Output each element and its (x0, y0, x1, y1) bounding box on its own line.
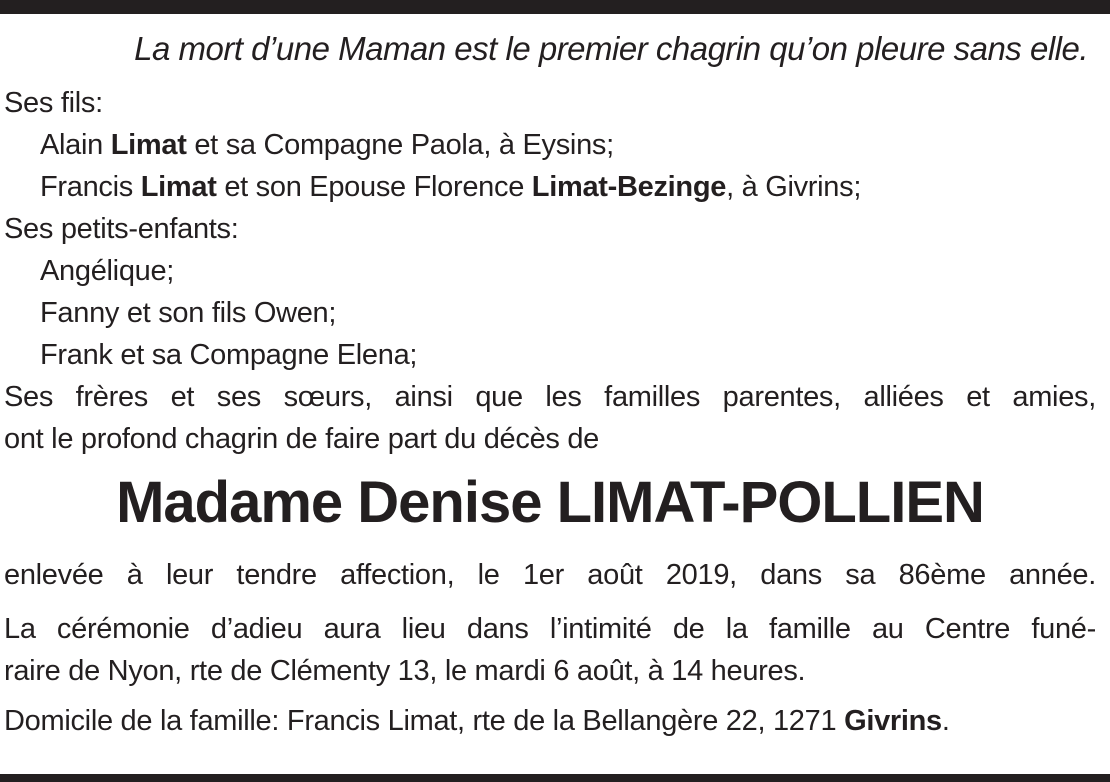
ceremony-section (4, 608, 1096, 692)
son-line-francis (4, 166, 1096, 208)
epigraph-quote: La mort d’une Maman est le premier chagrin qu’on pleure sans elle. (134, 30, 1088, 67)
notice-content (0, 28, 1110, 742)
son2-post: , à Givrins; (726, 171, 862, 203)
grandchild-line: Angélique; (40, 255, 175, 287)
son2-pre: Francis (40, 171, 141, 203)
ceremony-line-1: La cérémonie d’adieu aura lieu dans l’intimité de la famille au Centre funé- (4, 613, 1096, 645)
domicile-town: Givrins (844, 705, 942, 737)
death-date-line: enlevée à leur tendre affection, le 1er août 2019, dans sa 86ème année. (4, 559, 1096, 591)
ceremony-line-2: raire de Nyon, rte de Clémenty 13, le mardi 6 août, à 14 heures. (4, 655, 806, 687)
announcement-line: ont le profond chagrin de faire part du décès de (4, 423, 600, 455)
son2-surname: Limat (140, 171, 217, 203)
domicile-section (4, 700, 1096, 742)
son2-mid: et son Epouse Florence (216, 171, 532, 203)
grandchild-line: Fanny et son fils Owen; (40, 297, 337, 329)
siblings-line: Ses frères et ses sœurs, ainsi que les familles parentes, alliées et amies, (4, 381, 1096, 413)
top-rule-bar (0, 0, 1110, 14)
grandchild-line: Frank et sa Compagne Elena; (40, 339, 418, 371)
grandchildren-label: Ses petits-enfants: (4, 213, 239, 245)
death-details-section (4, 554, 1096, 596)
bottom-rule-bar (0, 774, 1110, 782)
domicile-line (4, 700, 1096, 742)
sons-label: Ses fils: (4, 87, 103, 119)
son1-surname: Limat (110, 129, 187, 161)
son1-pre: Alain (40, 129, 111, 161)
son-line-alain (4, 124, 1096, 166)
domicile-pre: Domicile de la famille: Francis Limat, rte de la Bellangère 22, 1271 (4, 705, 845, 737)
relatives-section (4, 82, 1096, 460)
son1-post: et sa Compagne Paola, à Eysins; (186, 129, 614, 161)
domicile-post: . (941, 705, 950, 737)
son2-spouse-surname: Limat-Bezinge (531, 171, 727, 203)
deceased-name: Madame Denise LIMAT-POLLIEN (116, 470, 984, 535)
